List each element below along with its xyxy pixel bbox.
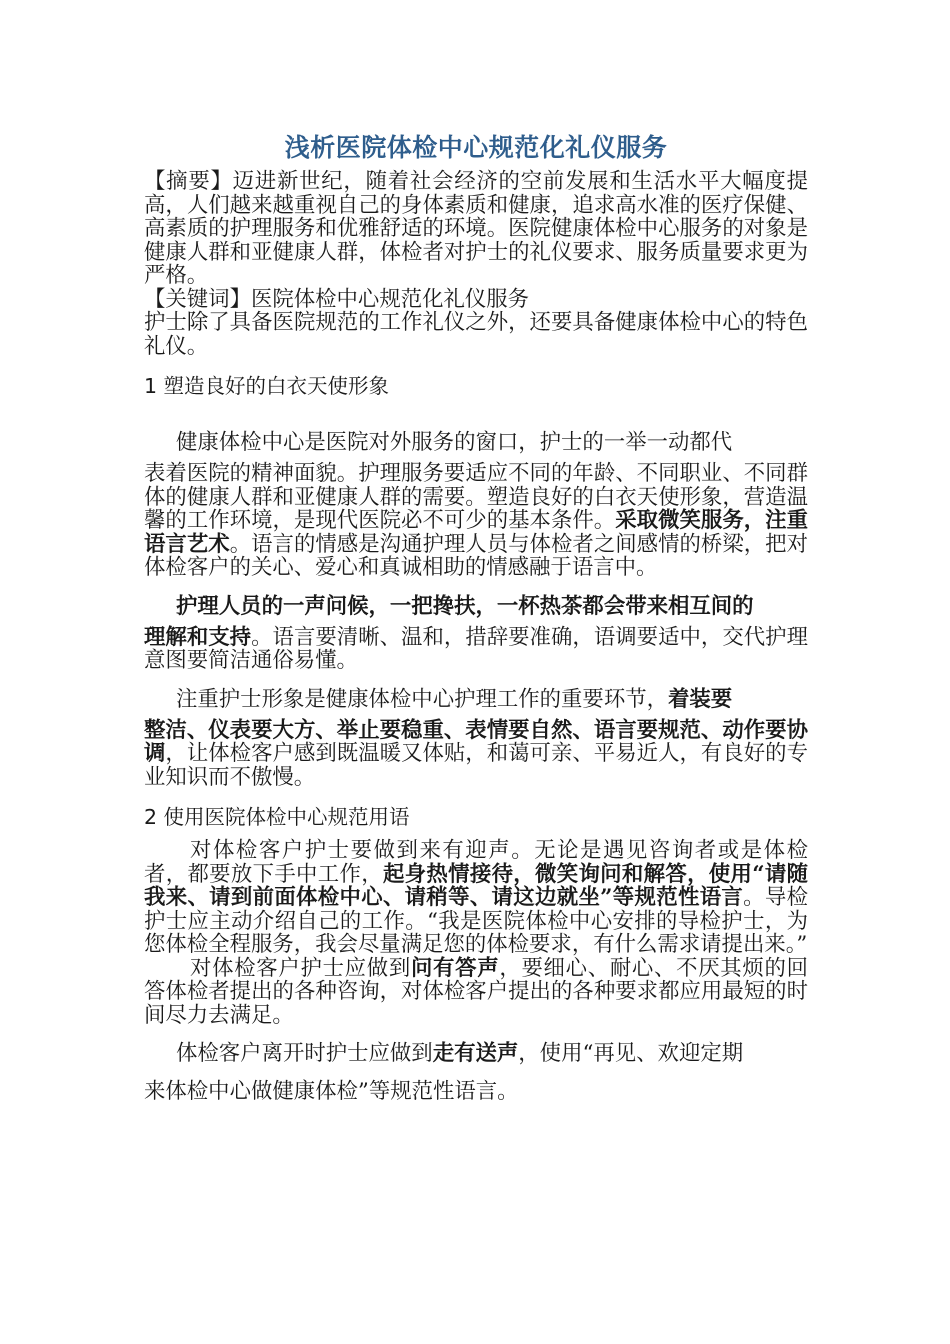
section1-p1-line1: 健康体检中心是医院对外服务的窗口，护士的一举一动都代 <box>176 430 733 455</box>
section1-paragraph-3 <box>144 681 808 790</box>
section1-p2-bold-line2: 理解和支持 <box>144 624 252 650</box>
section2-p1-bold: 起身热情接待，微笑询问和解答，使用“请随我来、请到前面体检中心、请稍等、请这边就坐”等规范性语言 <box>144 861 808 910</box>
section1-paragraph-1 <box>144 424 808 580</box>
section2-paragraph-1 <box>144 839 808 957</box>
keywords-text: 医院体检中心规范化礼仪服务 <box>250 286 530 312</box>
section2-p2-bold: 问有答声 <box>410 955 500 981</box>
section1-heading: 1 塑造良好的白衣天使形象 <box>144 374 390 398</box>
section1-p3-bold-line2: 整洁、仪表要大方、举止要稳重、表情要自然、语言要规范、动作要协调 <box>144 717 808 766</box>
keywords-paragraph <box>144 288 808 312</box>
document-body <box>144 128 808 1111</box>
section1-p1-rest: 表着医院的精神面貌。护理服务要适应不同的年龄、不同职业、不同群体的健康人群和亚健康人群的需要。塑造良好的白衣天使形象，营造温馨的工作环境，是现代医院必不可少的基本条件。 <box>144 461 808 533</box>
section1-p1-bold: 采取微笑服务，注重语言艺术 <box>144 508 808 557</box>
section2-p3-line1-tail: ，使用“再见、欢迎定期 <box>518 1041 744 1066</box>
section1-p2-tail: 。语言要清晰、温和，措辞要准确，语调要适中，交代护理意图要简洁通俗易懂。 <box>144 624 808 673</box>
intro-paragraph: 护士除了具备医院规范的工作礼仪之外，还要具备健康体检中心的特色礼仪。 <box>144 310 808 359</box>
section2-p2-start: 对体检客户护士应做到 <box>190 955 411 981</box>
section1-p3-line1-bold: 着装要 <box>668 686 733 712</box>
section1-p3-tail: ，让体检客户感到既温暖又体贴，和蔼可亲、平易近人，有良好的专业知识而不傲慢。 <box>144 741 808 790</box>
section1-p3-line1-normal: 注重护士形象是健康体检中心护理工作的重要环节， <box>176 686 668 712</box>
section2-p3-line1-start: 体检客户离开时护士应做到 <box>176 1041 433 1066</box>
section2-p2-tail: ，要细心、耐心、不厌其烦的回答体检者提出的各种咨询，对体检客户提出的各种要求都应用最短的时间尽力去满足。 <box>144 955 808 1028</box>
section1-p2-bold-line1: 护理人员的一声问候，一把搀扶，一杯热茶都会带来相互间的 <box>176 593 754 619</box>
abstract-label: 【摘要】 <box>144 169 233 194</box>
abstract-paragraph <box>144 170 808 288</box>
section1-p1-tail: 。语言的情感是沟通护理人员与体检者之间感情的桥梁，把对体检客户的关心、爱心和真诚相助的情感融于语言中。 <box>144 531 808 580</box>
section2-paragraph-2 <box>144 957 808 1028</box>
section2-paragraph-3 <box>144 1035 808 1111</box>
document-title: 浅析医院体检中心规范化礼仪服务 <box>284 133 668 162</box>
section2-p1-tail: 。导检护士应主动介绍自己的工作。“我是医院体检中心安排的导检护士，为您体检全程服务，我会尽量满足您的体检要求，有什么需求请提出来。” <box>144 885 808 957</box>
section2-p1-start: 对体检客户护士要做到来有迎声。无论是遇见咨询者或是体检者，都要放下手中工作， <box>144 838 808 887</box>
keywords-label: 【关键词】 <box>144 286 251 312</box>
abstract-text: 迈进新世纪，随着社会经济的空前发展和生活水平大幅度提高，人们越来越重视自己的身体素质和健康，追求高水准的医疗保健、高素质的护理服务和优雅舒适的环境。医院健康体检中心服务的对象是健康人群和亚健康人群，体检者对护士的礼仪要求、服务质量要求更为严格。 <box>144 169 808 288</box>
section2-heading: 2 使用医院体检中心规范用语 <box>144 805 410 829</box>
section2-p3-line2: 来体检中心做健康体检”等规范性语言。 <box>144 1079 519 1104</box>
section1-paragraph-2 <box>144 588 808 673</box>
section2-p3-line1-bold: 走有送声 <box>432 1041 519 1066</box>
